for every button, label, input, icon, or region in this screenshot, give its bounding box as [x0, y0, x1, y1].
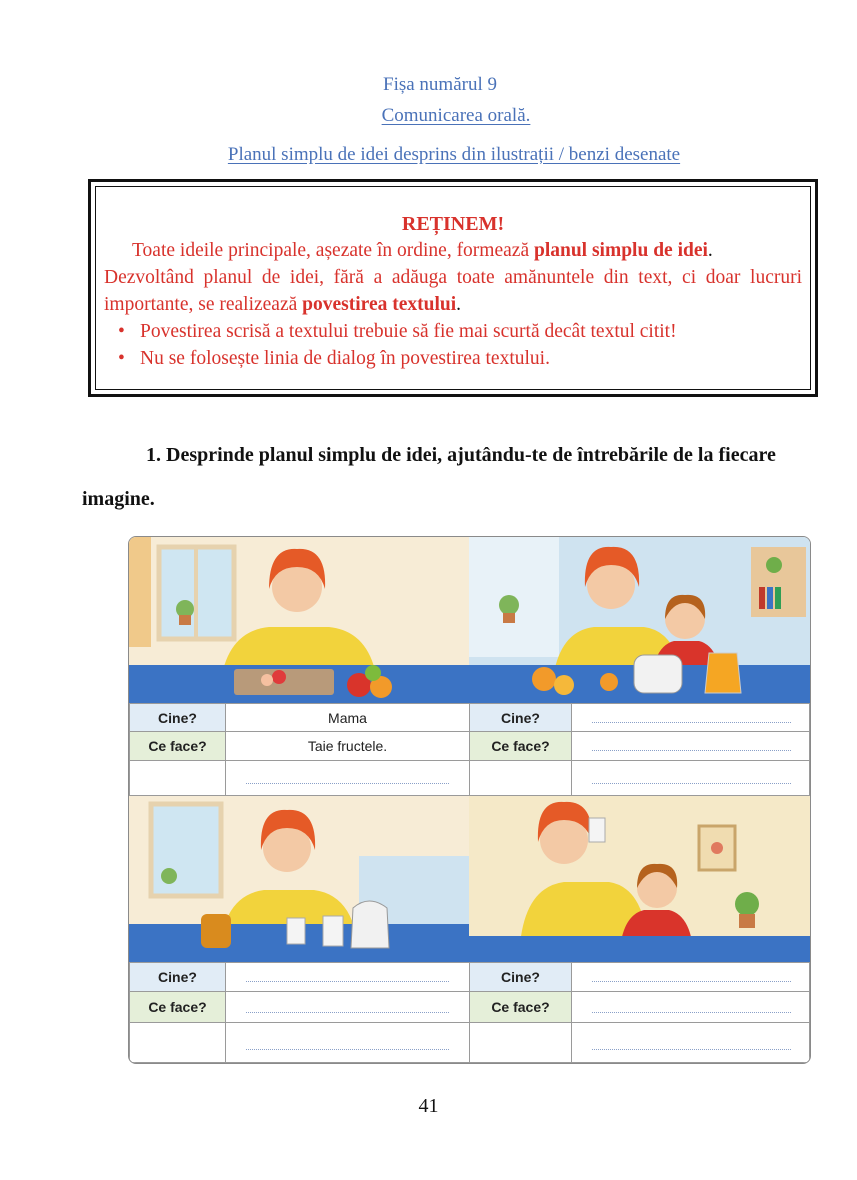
panel-3-what-label: Ce face? [129, 991, 226, 1023]
panel-1-extra-answer[interactable] [225, 760, 470, 796]
task-line-1: 1. Desprinde planul simplu de idei, ajutându-te de întrebările de la fiecare [146, 444, 776, 466]
task-line-2: imagine. [82, 488, 155, 510]
bullet-icon: • [118, 348, 125, 369]
rule-box [88, 179, 818, 397]
panel-4-illustration [469, 796, 810, 962]
topic-title: Planul simplu de idei desprins din ilustrații / benzi desenate [227, 144, 681, 165]
rule-paragraph-2: Dezvoltând planul de idei, fără a adăuga toate amănuntele din text, ci doar lucruri importante, se realizează povestirea textului. [104, 267, 802, 315]
worksheet-grid [128, 536, 811, 1064]
panel-1-what-answer[interactable]: Taie fructele. [225, 731, 470, 761]
panel-1-extra-label [129, 760, 226, 796]
rule-title: REȚINEM! [401, 213, 505, 235]
panel-4-who-answer[interactable] [571, 962, 810, 992]
panel-3-extra-label [129, 1022, 226, 1063]
rule-bullet-2: • Nu se folosește linia de dialog în povestirea textului. [140, 345, 804, 372]
panel-2-who-answer[interactable] [571, 703, 810, 732]
panel-3-what-answer[interactable] [225, 991, 470, 1023]
page-number: 41 [418, 1095, 439, 1117]
panel-4-extra-answer[interactable] [571, 1022, 810, 1063]
sheet-number: Fișa numărul 9 [383, 74, 497, 95]
subject-title: Comunicarea orală. [381, 105, 531, 126]
panel-1-who-label: Cine? [129, 703, 226, 732]
panel-4-who-label: Cine? [469, 962, 572, 992]
panel-4-extra-label [469, 1022, 572, 1063]
panel-4-what-answer[interactable] [571, 991, 810, 1023]
panel-2-extra-answer[interactable] [571, 760, 810, 796]
panel-2-what-label: Ce face? [469, 731, 572, 761]
panel-2-what-answer[interactable] [571, 731, 810, 761]
bullet-icon: • [118, 321, 125, 342]
rule-paragraph-1: Toate ideile principale, așezate în ordine, formează planul simplu de idei. [132, 240, 713, 261]
panel-2-extra-label [469, 760, 572, 796]
panel-1-what-label: Ce face? [129, 731, 226, 761]
panel-1-who-answer[interactable]: Mama [225, 703, 470, 732]
panel-4-what-label: Ce face? [469, 991, 572, 1023]
panel-3-who-label: Cine? [129, 962, 226, 992]
panel-2-who-label: Cine? [469, 703, 572, 732]
panel-3-illustration [129, 796, 469, 962]
panel-3-extra-answer[interactable] [225, 1022, 470, 1063]
panel-2-illustration [469, 537, 810, 703]
panel-1-illustration [129, 537, 469, 703]
panel-3-who-answer[interactable] [225, 962, 470, 992]
rule-bullet-1: • Povestirea scrisă a textului trebuie să fie mai scurtă decât textul citit! [140, 318, 804, 345]
